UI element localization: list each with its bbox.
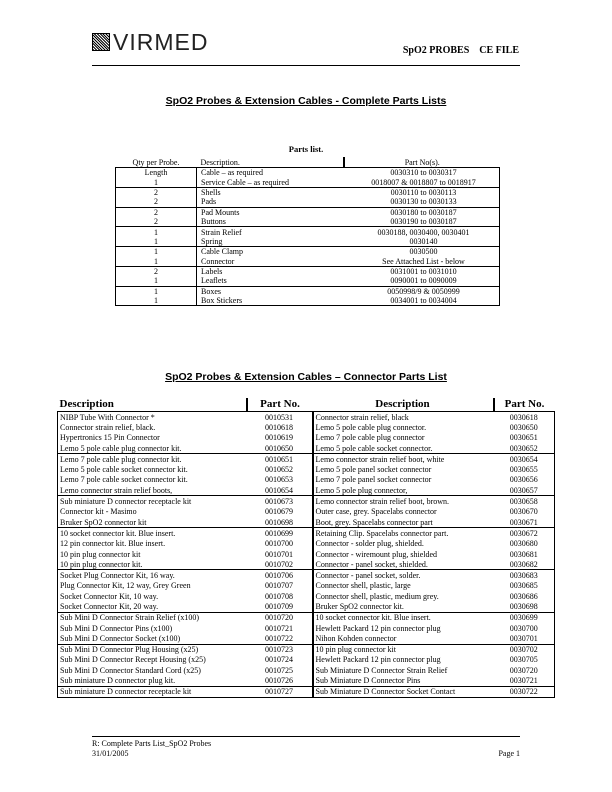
description-left-cell: 10 pin plug connector kit xyxy=(60,549,141,559)
col-part-no-right: Part No. xyxy=(504,398,545,410)
table-row xyxy=(116,168,500,178)
table-row xyxy=(58,443,555,454)
table-row xyxy=(58,496,555,507)
part-no-left-cell: 0010618 xyxy=(265,422,293,432)
col-description: Description. xyxy=(197,157,345,168)
part-no-right-cell: 0030651 xyxy=(509,433,538,443)
table-row xyxy=(58,665,555,675)
part-no-left-cell: 0010722 xyxy=(265,633,293,643)
table-row xyxy=(58,412,555,423)
qty-cell: Length xyxy=(116,168,197,178)
table-row xyxy=(58,559,555,570)
description-cell: Leaflets xyxy=(201,276,227,286)
section2-title: SpO2 Probes & Extension Cables – Connector Parts List xyxy=(165,371,447,383)
part-no-left-cell: 0010700 xyxy=(265,539,293,549)
description-right-cell: Connector - panel socket, solder. xyxy=(313,570,494,581)
part-no-left-cell: 0010706 xyxy=(247,570,313,581)
part-no-left-cell: 0010698 xyxy=(265,517,293,527)
table-row xyxy=(58,528,555,539)
col-part-nos: Part No(s). xyxy=(404,157,440,167)
qty-cell: 1 xyxy=(116,286,197,296)
table-row xyxy=(58,475,555,485)
complete-parts-table xyxy=(115,157,500,306)
description-right-cell: Lemo connector strain relief boot, brown. xyxy=(313,496,494,507)
parts-list-caption: Parts list. xyxy=(288,144,324,154)
description-left-cell: NIBP Tube With Connector * xyxy=(60,412,155,422)
description-left-cell: Plug Connector Kit, 12 way, Grey Green xyxy=(60,581,191,591)
table-row xyxy=(58,485,555,496)
part-no-left-cell: 0010727 xyxy=(247,686,313,697)
part-no-cell: 0030130 to 0030133 xyxy=(390,197,457,207)
description-left-cell: 12 pin connector kit. Blue insert. xyxy=(60,539,166,549)
table-row xyxy=(58,454,555,465)
qty-cell: 1 xyxy=(116,276,197,286)
table-row xyxy=(58,644,555,655)
part-no-left-cell: 0010699 xyxy=(247,528,313,539)
description-cell: Buttons xyxy=(201,217,226,227)
part-no-right-cell: 0030680 xyxy=(509,539,538,549)
part-no-left-cell: 0010531 xyxy=(265,412,293,422)
description-right-cell: Lemo 5 pole panel socket connector xyxy=(313,464,494,474)
part-no-right-cell: 0030618 xyxy=(509,412,538,422)
description-right-cell: Lemo 5 pole cable socket connector. xyxy=(313,443,494,454)
description-left-cell: Lemo connector strain relief boots, xyxy=(60,485,173,495)
header-doc-label: SpO2 PROBES CE FILE xyxy=(402,45,519,56)
description-right-cell: Connector strain relief, black xyxy=(313,412,494,423)
description-right-cell: Connector - wiremount plug, shielded xyxy=(313,549,494,559)
description-right-cell: Connector shell, plastic, large xyxy=(313,581,494,591)
description-cell: Pad Mounts xyxy=(197,207,345,217)
col-qty: Qty per Probe. xyxy=(132,157,180,167)
description-right-cell: Nihon Kohden connector xyxy=(313,633,494,644)
description-cell: Spring xyxy=(201,236,223,246)
description-right-cell: Sub Miniature D Connector Strain Relief xyxy=(313,665,494,675)
part-no-cell: 0034001 to 0034004 xyxy=(390,296,457,306)
part-no-cell: 0030188, 0030400, 0030401 xyxy=(344,227,500,237)
part-no-cell: 0030180 to 0030187 xyxy=(344,207,500,217)
description-left-cell: Lemo 5 pole cable socket connector kit. xyxy=(60,465,188,475)
description-cell: Cable – as required xyxy=(201,168,263,178)
qty-cell: 2 xyxy=(116,266,197,276)
part-no-left-cell: 0010652 xyxy=(265,465,293,475)
table-row xyxy=(116,177,500,187)
qty-cell: 1 xyxy=(116,247,197,257)
header-divider xyxy=(92,65,520,66)
col-part-no-left: Part No. xyxy=(260,398,300,410)
connector-parts-table xyxy=(57,398,555,698)
col-description-left: Description xyxy=(58,398,247,412)
description-cell: Cable Clamp xyxy=(197,247,345,257)
description-cell: Boxes xyxy=(197,286,345,296)
part-no-right-cell: 0030671 xyxy=(509,517,538,527)
description-right-cell: Lemo 5 pole cable plug connector. xyxy=(313,422,494,432)
description-right-cell: Retaining Clip. Spacelabs connector part. xyxy=(313,528,494,539)
part-no-right-cell: 0030705 xyxy=(509,655,538,665)
part-no-cell: 0050998/9 & 0050999 xyxy=(344,286,500,296)
table-row xyxy=(116,187,500,197)
part-no-right-cell: 0030672 xyxy=(494,528,555,539)
table-row xyxy=(58,581,555,591)
description-left-cell: Socket Connector Kit, 10 way. xyxy=(60,591,159,601)
table-row xyxy=(58,591,555,601)
part-no-right-cell: 0030699 xyxy=(494,612,555,623)
description-left-cell: Socket Plug Connector Kit, 16 way. xyxy=(58,570,247,581)
table-row xyxy=(58,633,555,644)
part-no-left-cell: 0010701 xyxy=(265,549,293,559)
description-right-cell: Bruker SpO2 connector kit. xyxy=(313,601,494,612)
part-no-left-cell: 0010707 xyxy=(265,581,293,591)
description-right-cell: Hewlett Packard 12 pin connector plug xyxy=(313,623,494,633)
description-right-cell: Hewlett Packard 12 pin connector plug xyxy=(313,655,494,665)
description-cell: Strain Relief xyxy=(197,227,345,237)
description-left-cell: Sub Mini D Connector Standard Cord (x25) xyxy=(60,665,201,675)
part-no-left-cell: 0010651 xyxy=(247,454,313,465)
part-no-cell: 0018007 & 0018807 to 0018917 xyxy=(371,177,476,187)
part-no-right-cell: 0030686 xyxy=(509,591,538,601)
table-row xyxy=(58,601,555,612)
part-no-right-cell: 0030700 xyxy=(509,623,538,633)
qty-cell: 1 xyxy=(116,237,197,247)
part-no-cell: 0030110 to 0030113 xyxy=(344,187,500,197)
part-no-left-cell: 0010673 xyxy=(247,496,313,507)
part-no-left-cell: 0010654 xyxy=(265,485,293,495)
table-row xyxy=(116,237,500,247)
description-right-cell: Lemo connector strain relief boot, white xyxy=(313,454,494,465)
part-no-left-cell: 0010679 xyxy=(265,507,293,517)
description-left-cell: Lemo 5 pole cable plug connector kit. xyxy=(60,443,182,453)
description-right-cell: Connector shell, plastic, medium grey. xyxy=(313,591,494,601)
description-right-cell: Lemo 7 pole panel socket connector xyxy=(313,475,494,485)
part-no-left-cell: 0010725 xyxy=(265,665,293,675)
description-left-cell: 10 socket connector kit. Blue insert. xyxy=(58,528,247,539)
description-cell: Service Cable – as required xyxy=(201,177,289,187)
table-row xyxy=(58,539,555,549)
part-no-right-cell: 0030701 xyxy=(509,633,538,643)
table-row xyxy=(116,227,500,237)
description-left-cell: Connector strain relief, black. xyxy=(60,422,156,432)
part-no-right-cell: 0030682 xyxy=(509,559,538,569)
description-right-cell: Sub Miniature D Connector Pins xyxy=(313,675,494,686)
table-row xyxy=(58,570,555,581)
qty-cell: 2 xyxy=(116,187,197,197)
description-right-cell: 10 pin plug connector kit xyxy=(313,644,494,655)
description-right-cell: Connector - solder plug, shielded. xyxy=(313,539,494,549)
part-no-left-cell: 0010709 xyxy=(265,601,293,611)
table-row xyxy=(58,612,555,623)
table-row xyxy=(116,207,500,217)
table-row xyxy=(58,686,555,697)
part-no-left-cell: 0010619 xyxy=(265,433,293,443)
part-no-cell: 0031001 to 0031010 xyxy=(344,266,500,276)
description-left-cell: Sub miniature D connector plug kit. xyxy=(60,676,176,686)
table-row xyxy=(58,549,555,559)
table-row xyxy=(58,507,555,517)
part-no-cell: 0090001 to 0090009 xyxy=(390,276,457,286)
part-no-left-cell: 0010650 xyxy=(265,443,293,453)
table-row xyxy=(116,247,500,257)
part-no-right-cell: 0030720 xyxy=(509,665,538,675)
description-left-cell: Sub Mini D Connector Pins (x100) xyxy=(60,623,173,633)
part-no-right-cell: 0030702 xyxy=(494,644,555,655)
table-row xyxy=(116,197,500,207)
description-cell: Box Stickers xyxy=(201,296,243,306)
part-no-cell: 0030310 to 0030317 xyxy=(390,168,457,178)
table-row xyxy=(116,266,500,276)
footer-divider xyxy=(92,736,520,737)
description-right-cell: Outer case, grey. Spacelabs connector xyxy=(313,507,494,517)
logo-mark-icon xyxy=(92,33,110,51)
description-right-cell: Lemo 5 pole plug connector, xyxy=(313,485,494,496)
description-right-cell: Sub Miniature D Connector Socket Contact xyxy=(313,686,494,697)
description-left-cell: Sub miniature D connector receptacle kit xyxy=(58,686,247,697)
part-no-right-cell: 0030698 xyxy=(509,601,538,611)
description-left-cell: Sub Mini D Connector Socket (x100) xyxy=(60,633,181,643)
qty-cell: 1 xyxy=(116,296,197,306)
part-no-left-cell: 0010653 xyxy=(265,475,293,485)
section1-title: SpO2 Probes & Extension Cables - Complete Parts Lists xyxy=(165,95,447,107)
part-no-right-cell: 0030650 xyxy=(509,422,538,432)
part-no-cell: 0030500 xyxy=(344,247,500,257)
description-right-cell: Connector - panel socket, shielded. xyxy=(313,559,494,570)
table-row xyxy=(116,217,500,227)
part-no-right-cell: 0030681 xyxy=(509,549,538,559)
part-no-left-cell: 0010726 xyxy=(265,676,293,686)
footer-page: Page 1 xyxy=(498,749,520,758)
table-row xyxy=(116,276,500,286)
qty-cell: 2 xyxy=(116,207,197,217)
table-row xyxy=(116,257,500,267)
table-row xyxy=(58,422,555,432)
qty-cell: 1 xyxy=(116,257,197,267)
table-row xyxy=(58,433,555,443)
qty-cell: 1 xyxy=(116,177,197,187)
part-no-left-cell: 0010702 xyxy=(265,559,293,569)
part-no-left-cell: 0010708 xyxy=(265,591,293,601)
table-row xyxy=(116,296,500,306)
part-no-right-cell: 0030722 xyxy=(494,686,555,697)
part-no-right-cell: 0030658 xyxy=(494,496,555,507)
description-left-cell: Lemo 7 pole cable socket connector kit. xyxy=(60,475,188,485)
virmed-logo xyxy=(92,30,208,54)
part-no-right-cell: 0030655 xyxy=(509,465,538,475)
part-no-left-cell: 0010723 xyxy=(247,644,313,655)
description-left-cell: Bruker SpO2 connector kit xyxy=(60,517,147,527)
footer-file: R: Complete Parts List_SpO2 Probes xyxy=(92,739,212,748)
description-left-cell: Connector kit - Masimo xyxy=(60,507,137,517)
col-description-right: Description xyxy=(313,398,494,412)
description-left-cell: Socket Connector Kit, 20 way. xyxy=(60,601,159,611)
part-no-right-cell: 0030685 xyxy=(509,581,538,591)
table-row xyxy=(58,675,555,686)
table-row xyxy=(58,623,555,633)
description-left-cell: Sub Mini D Connector Recept Housing (x25) xyxy=(60,655,206,665)
table-row xyxy=(58,517,555,528)
part-no-right-cell: 0030670 xyxy=(509,507,538,517)
qty-cell: 2 xyxy=(116,197,197,207)
part-no-right-cell: 0030656 xyxy=(509,475,538,485)
qty-cell: 2 xyxy=(116,217,197,227)
description-left-cell: Sub Mini D Connector Plug Housing (x25) xyxy=(58,644,247,655)
part-no-cell: See Attached List - below xyxy=(382,256,465,266)
description-cell: Pads xyxy=(201,197,217,207)
description-left-cell: Hypertronics 15 Pin Connector xyxy=(60,433,160,443)
description-right-cell: 10 socket connector kit. Blue insert. xyxy=(313,612,494,623)
table-row xyxy=(58,464,555,474)
table-row xyxy=(116,286,500,296)
description-right-cell: Boot, grey. Spacelabs connector part xyxy=(313,517,494,528)
part-no-right-cell: 0030652 xyxy=(509,443,538,453)
table-row xyxy=(58,655,555,665)
description-right-cell: Lemo 7 pole cable plug connector xyxy=(313,433,494,443)
description-left-cell: Sub Mini D Connector Strain Relief (x100) xyxy=(58,612,247,623)
description-cell: Labels xyxy=(197,266,345,276)
part-no-cell: 0030190 to 0030187 xyxy=(390,217,457,227)
part-no-left-cell: 0010721 xyxy=(265,623,293,633)
part-no-right-cell: 0030683 xyxy=(494,570,555,581)
part-no-left-cell: 0010720 xyxy=(247,612,313,623)
part-no-right-cell: 0030654 xyxy=(494,454,555,465)
part-no-right-cell: 0030657 xyxy=(509,485,538,495)
description-cell: Connector xyxy=(201,256,235,266)
description-left-cell: 10 pin plug connector kit. xyxy=(60,559,143,569)
description-cell: Shells xyxy=(197,187,345,197)
qty-cell: 1 xyxy=(116,227,197,237)
description-left-cell: Lemo 7 pole cable plug connector kit. xyxy=(58,454,247,465)
logo-text: VIRMED xyxy=(113,28,209,55)
part-no-right-cell: 0030721 xyxy=(509,676,538,686)
part-no-cell: 0030140 xyxy=(409,236,438,246)
description-left-cell: Sub miniature D connector receptacle kit xyxy=(58,496,247,507)
footer-date: 31/01/2005 xyxy=(92,749,129,758)
part-no-left-cell: 0010724 xyxy=(265,655,293,665)
